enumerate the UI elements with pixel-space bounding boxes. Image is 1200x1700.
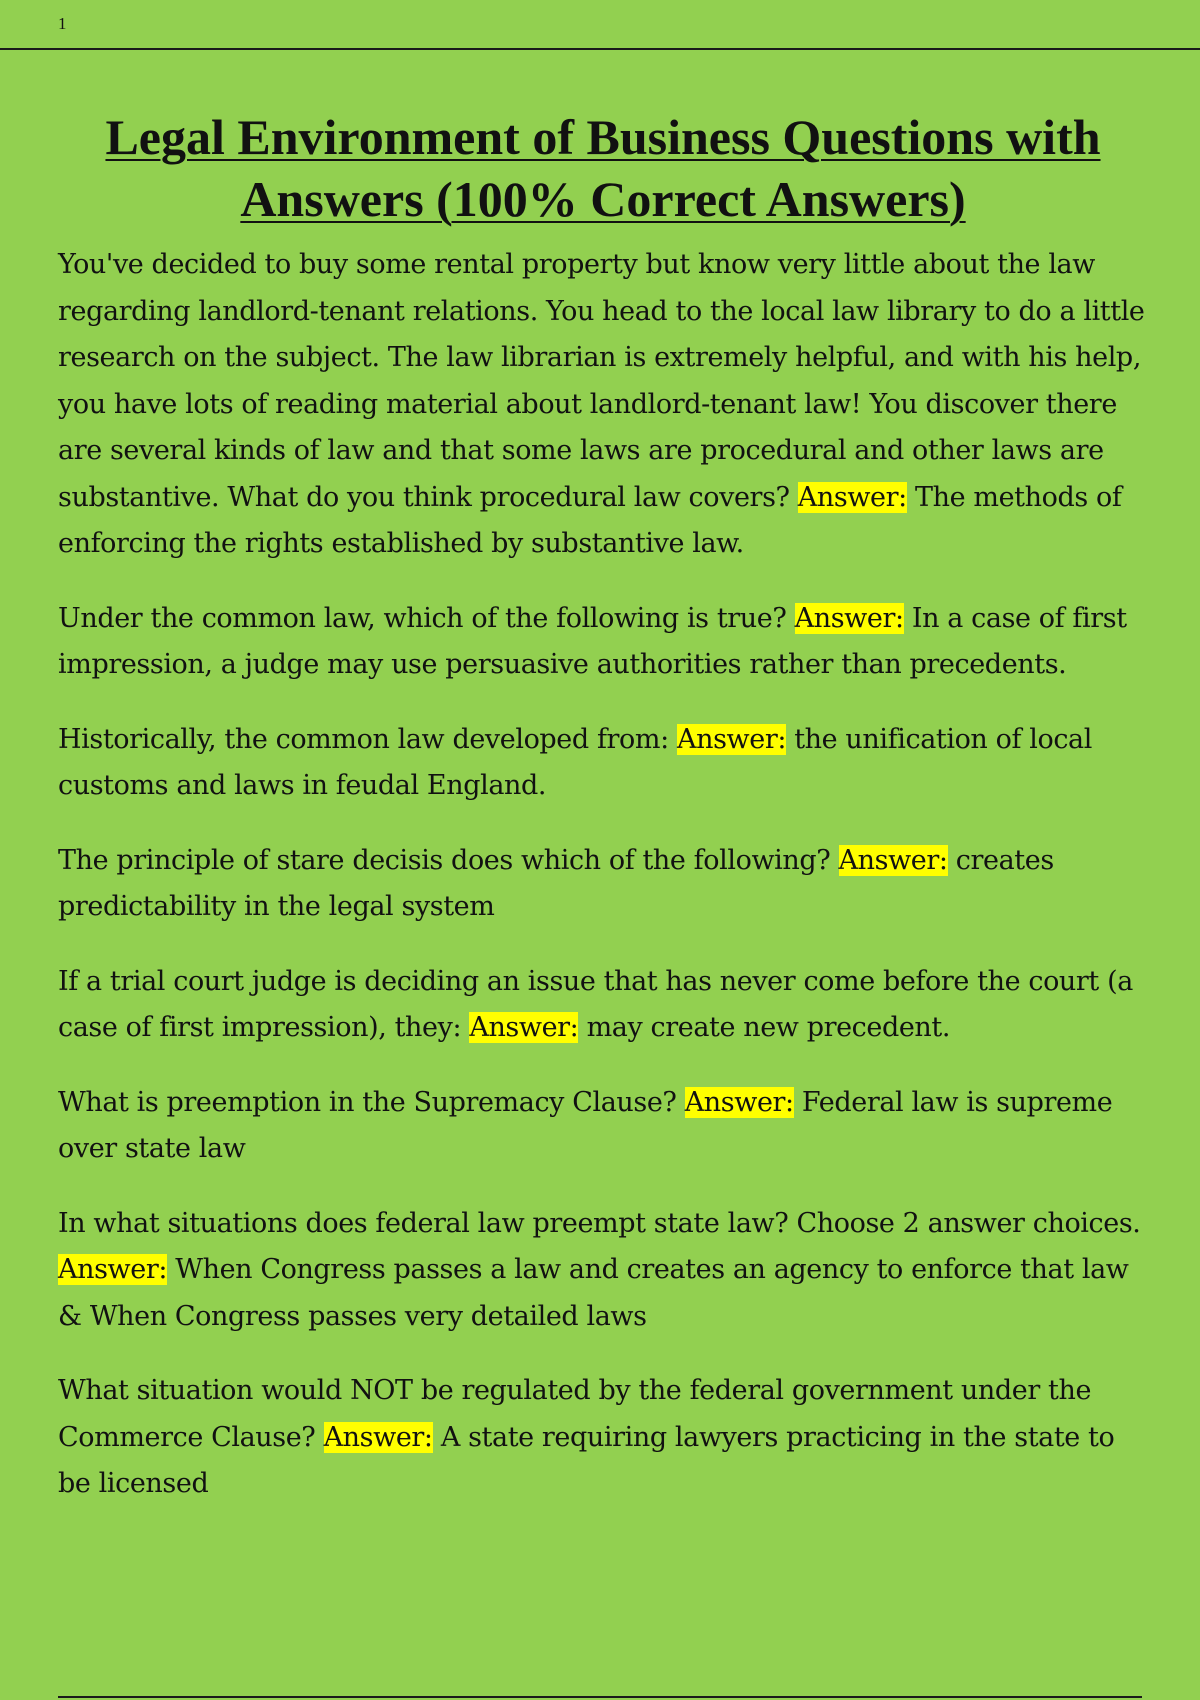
qa-item: [58, 242, 1148, 568]
qa-item: [58, 1368, 1148, 1508]
document-title: Legal Environment of Business Questions with Answers (100% Correct Answers): [105, 109, 1101, 227]
answer-text: When Congress passes a law and creates an agency to enforce that law & When Congress passes very detailed laws: [58, 1254, 1129, 1332]
answer-label: Answer:: [58, 1254, 168, 1285]
question-text: The principle of stare decisis does which of the following?: [58, 844, 831, 876]
answer-label: Answer:: [677, 723, 787, 755]
question-text: Historically, the common law developed from:: [58, 723, 669, 755]
answer-text: the unification of local customs and laws in feudal England.: [58, 723, 1092, 801]
question-text: In what situations does federal law preempt state law? Choose 2 answer choices.: [58, 1207, 1141, 1239]
qa-item: [58, 959, 1148, 1052]
answer-label: Answer:: [469, 1012, 579, 1043]
answer-label: Answer:: [797, 481, 907, 513]
qa-item: [58, 717, 1148, 810]
answer-label: Answer:: [323, 1421, 433, 1453]
answer-label: Answer:: [684, 1086, 794, 1118]
qa-item: [58, 838, 1148, 931]
answer-text: Federal law is supreme over state law: [58, 1086, 1113, 1164]
answer-text: creates predictability in the legal system: [58, 844, 1054, 922]
answer-label: Answer:: [838, 844, 948, 876]
question-text: Under the common law, which of the following is true?: [58, 602, 787, 634]
answer-label: Answer:: [794, 602, 904, 634]
answer-text: In a case of first impression, a judge may use persuasive authorities rather than precedents.: [58, 602, 1127, 680]
qa-item: [58, 1080, 1148, 1173]
question-text: What is preemption in the Supremacy Clause?: [58, 1086, 677, 1118]
answer-text: may create new precedent.: [586, 1012, 951, 1043]
question-text: If a trial court judge is deciding an issue that has never come before the court (a case of first impression), they:: [58, 965, 1133, 1043]
document-body: [58, 106, 1148, 1536]
question-text: You've decided to buy some rental property but know very little about the law regarding landlord-tenant relations. You head to the local law library to do a little research on the subject. The law librarian is extremely helpful, and with his help, you have lots of reading material about landlord-tenant law! You discover there are several kinds of law and that some laws are procedural and other laws are substantive. What do you think procedural law covers?: [58, 249, 1145, 513]
answer-text: A state requiring lawyers practicing in the state to be licensed: [58, 1421, 1115, 1499]
answer-text: The methods of enforcing the rights established by substantive law.: [58, 481, 1122, 559]
qa-item: [58, 596, 1148, 689]
header-rule: [0, 48, 1200, 50]
qa-item: [58, 1201, 1148, 1341]
question-text: What situation would NOT be regulated by the federal government under the Commerce Clause?: [58, 1375, 1092, 1453]
page-number: 1: [58, 14, 67, 33]
footer-rule: [58, 1696, 1142, 1698]
